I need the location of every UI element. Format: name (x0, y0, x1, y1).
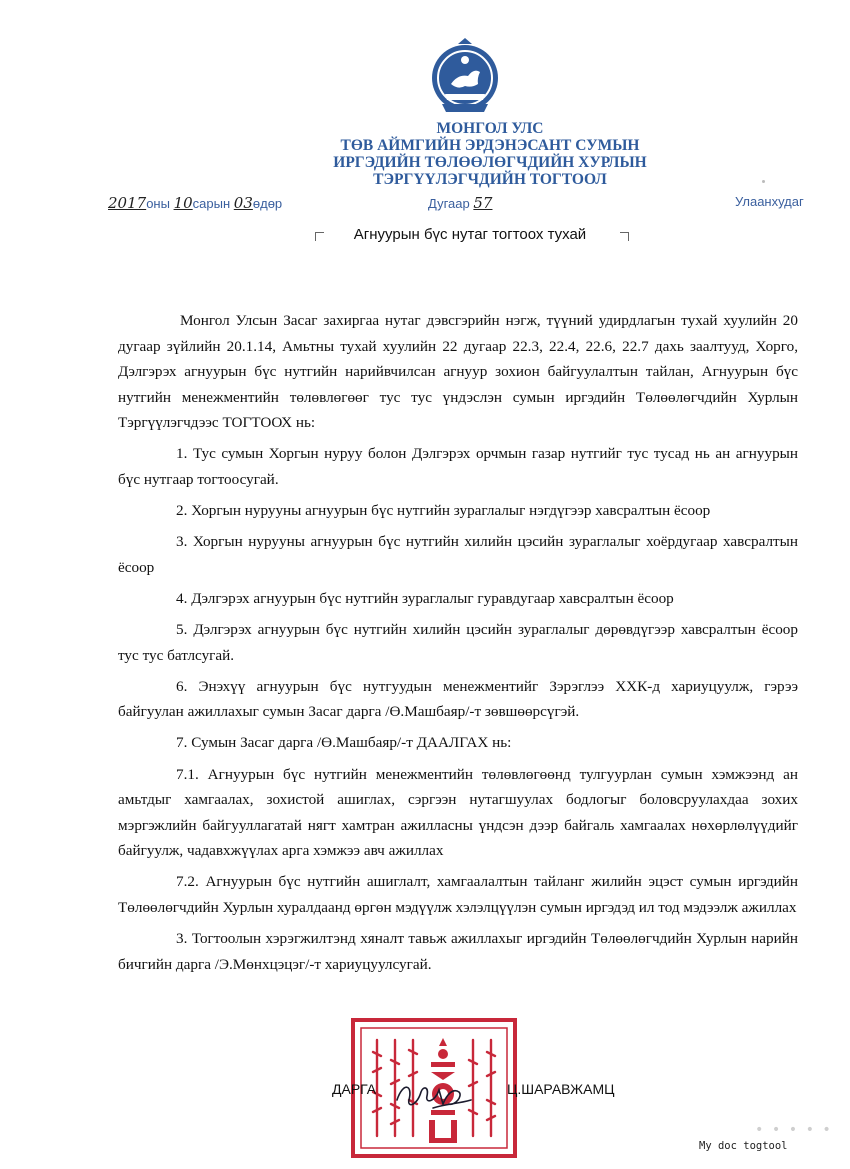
clause-7-2: 7.2. Агнуурын бүс нутгийн ашиглалт, хамгаалалтын тайланг жилийн эцэст сумын иргэдийн Төлөөлөгчдийн Хурлын хуралдаанд өргөн мэдүүлж хэлэлцүүлэн сумын иргэдэд ил тод мэдээлж ажиллах (118, 873, 798, 916)
number-label: Дугаар (428, 196, 470, 211)
clause-3-final: 3. Тогтоолын хэрэгжилтэнд хяналт тавьж ажиллахыг иргэдийн Төлөөлөгчдийн Хурлын нарийн бичгийн дарга /Э.Мөнхцэцэг/-т хариуцуулсугай. (118, 930, 798, 973)
document-place: Улаанхудаг (735, 194, 804, 209)
signatory-name: Ц.ШАРАВЖАМЦ (507, 1081, 615, 1097)
clause-6: 6. Энэхүү агнуурын бүс нутгуудын менежментийг Зэрэглээ ХХК-д хариуцуулж, гэрээ байгуулан ажиллахыг сумын Засаг дарга /Ө.Машбаяр/-т зөвшөөрсүгэй. (118, 677, 798, 721)
preamble-paragraph: Монгол Улсын Засаг захиргаа нутаг дэвсгэрийн нэгж, түүний удирдлагын тухай хуулийн 20 дугаар зүйлийн 20.1.14, Амьтны тухай хуулийн 22 дугаар 22.3, 22.4, 22.6, 22.7 дахь заалтууд, Хорго, Дэлгэрэх агнуурын бүс нутгийн нарийвчилсан агнуур зохион байгуулалтын тайлан, Агнуурын бүс нутгийн менежментийн төлөвлөгөөг тус тус үндэслэн сумын иргэдийн Төлөөлөгчдийн Хурлын Тэргүүлэгчдээс ТОГТООХ нь: (118, 312, 798, 432)
handwritten-signature (393, 1074, 475, 1114)
clause-7-1: 7.1. Агнуурын бүс нутгийн менежментийн төлөвлөгөөнд тулгуурлан сумын хэмжээнд ан амьтдыг хамгаалах, зохистой ашиглах, сэргээн нутагшуулах бодлогыг боловсруулахдаа зохих мэргэжлийн байгууллагатай нягт хамтран ажилласны үндсэн дээр байгаль хамгаалах нөхөрлөлүүдийг байгуулж, чадавхжүүлах арга хэмжээ авч ажиллах (118, 765, 798, 860)
clause-7: 7. Сумын Засаг дарга /Ө.Машбаяр/-т ДААЛГАХ нь: (176, 734, 512, 752)
signatory-title: ДАРГА (332, 1081, 377, 1097)
scan-ghost-text: • • • • • (755, 1122, 831, 1138)
date-year: 2017 (108, 194, 147, 212)
file-tag: My doc togtool (699, 1140, 788, 1152)
scan-speck (762, 180, 765, 183)
document-subject: Агнуурын бүс нутаг тогтоох тухай (353, 226, 587, 243)
header-council: ИРГЭДИЙН ТӨЛӨӨЛӨГЧДИЙН ХУРЛЫН (333, 154, 647, 171)
clause-5: 5. Дэлгэрэх агнуурын бүс нутгийн хилийн цэсийн зураглалыг дөрөвдүгээр хавсралтын ёсоор тус тус батлсугай. (118, 621, 798, 664)
document-header (300, 120, 680, 188)
date-year-suffix: оны (146, 196, 170, 211)
document-date (108, 194, 282, 212)
header-country: МОНГОЛ УЛС (436, 120, 544, 137)
clause-4: 4. Дэлгэрэх агнуурын бүс нутгийн зураглалыг гуравдугаар хавсралтын ёсоор (176, 589, 674, 607)
clause-2: 2. Хоргын нурууны агнуурын бүс нутгийн зураглалыг нэгдүгээр хавсралтын ёсоор (176, 502, 711, 520)
date-day: 03 (233, 194, 253, 212)
date-month: 10 (173, 194, 193, 212)
clause-3: 3. Хоргын нурууны агнуурын бүс нутгийн хилийн цэсийн зураглалыг хоёрдугаар хавсралтын ёсоор (118, 533, 798, 576)
clause-1: 1. Тус сумын Хоргын нуруу болон Дэлгэрэх орчмын газар нутгийг тус тусад нь ан агнуурын бүс нутгаар тогтоосугай. (118, 445, 798, 489)
date-day-suffix: өдөр (252, 196, 283, 211)
header-soum: ТӨВ АЙМГИЙН ЭРДЭНЭСАНТ СУМЫН (340, 137, 640, 154)
document-number (428, 194, 492, 212)
header-doc-type: ТЭРГҮҮЛЭГЧДИЙН ТОГТООЛ (373, 171, 607, 188)
state-emblem-icon (428, 38, 502, 122)
date-month-suffix: сарын (192, 196, 231, 211)
subject-bracket-right (620, 232, 629, 241)
number-value: 57 (473, 194, 493, 212)
document-body (118, 308, 798, 983)
